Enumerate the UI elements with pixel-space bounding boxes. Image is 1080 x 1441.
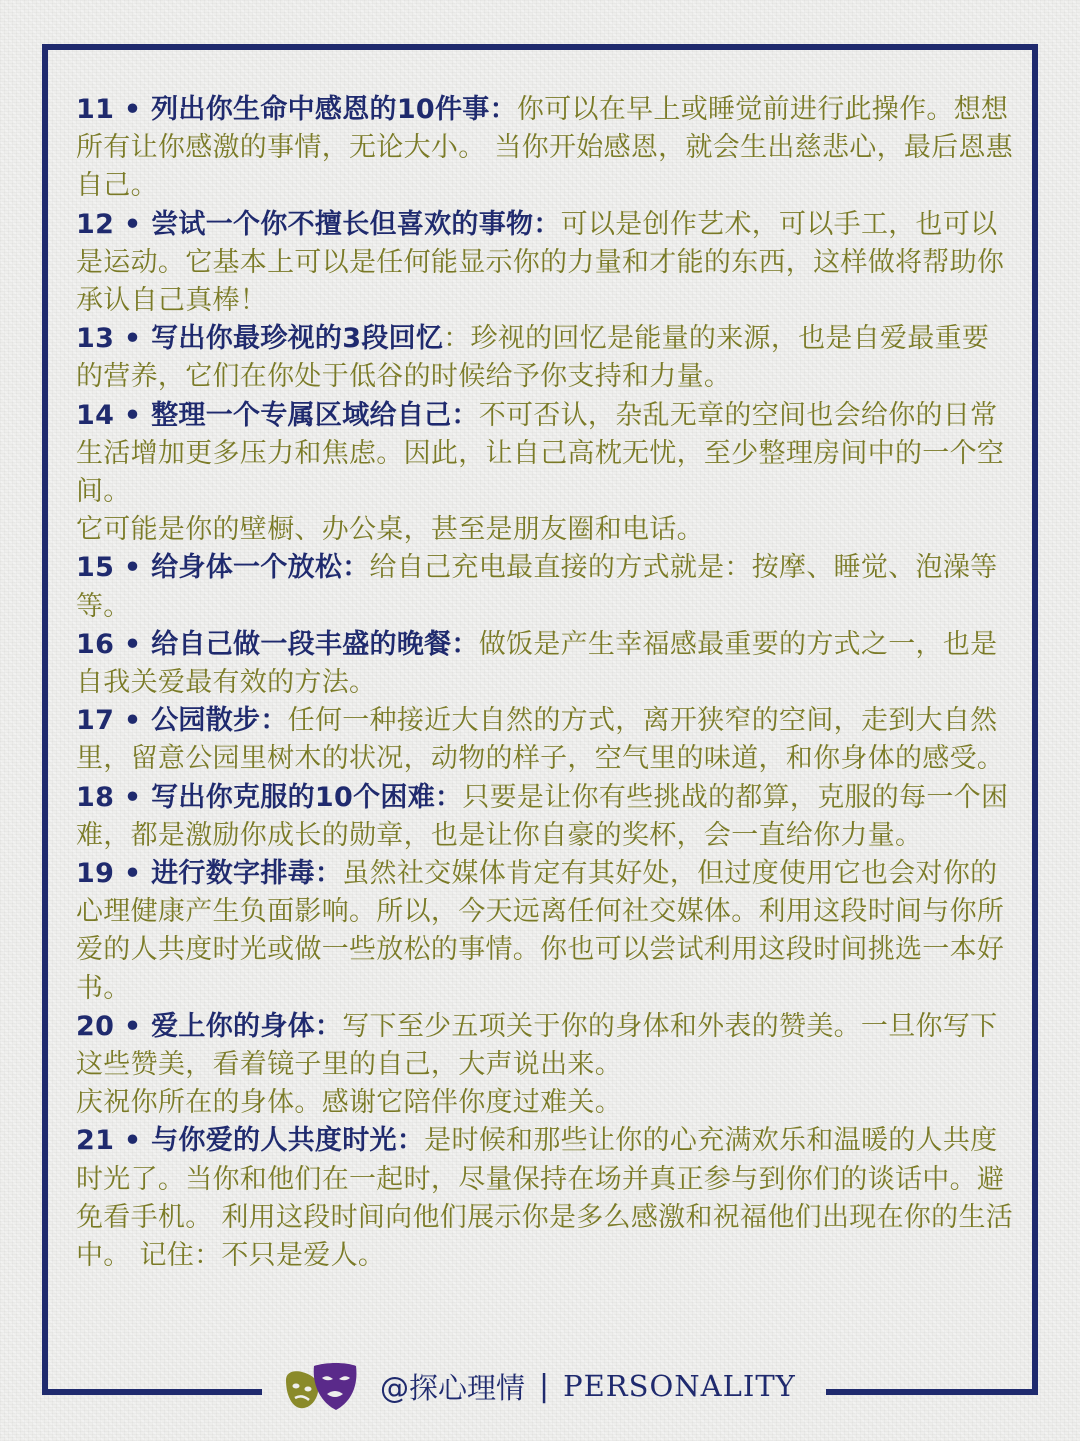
list-item [76, 206, 1016, 321]
frame-left-border [42, 44, 48, 1395]
list-item [76, 779, 1016, 855]
item-heading: 20 • 爱上你的身体： [76, 1010, 343, 1042]
item-heading: 13 • 写出你最珍视的3段回忆 [76, 323, 444, 355]
footer-signature [280, 1358, 820, 1414]
item-body: 是时候和那些让你的心充满欢乐和温暖的人共度时光了。当你和他们在一起时，尽量保持在场并真正参与到你们的谈话中。避免看手机。 利用这段时间向他们展示你是多么感激和祝福他们出现在你的生活中。 记住：不只是爱人。 [76, 1125, 1014, 1272]
list-item [76, 626, 1016, 702]
item-heading: 14 • 整理一个专属区域给自己： [76, 399, 479, 431]
item-heading: 12 • 尝试一个你不擅长但喜欢的事物： [76, 208, 561, 240]
list-item [76, 320, 1016, 396]
list-item [76, 855, 1016, 1008]
item-body: 你可以在早上或睡觉前进行此操作。想想所有让你感激的事情，无论大小。 当你开始感恩，就会生出慈悲心，最后恩惠自己。 [76, 94, 1014, 202]
footer-separator: | [539, 1368, 550, 1404]
item-body: 任何一种接近大自然的方式，离开狭窄的空间，走到大自然里，留意公园里树木的状况，动物的样子，空气里的味道，和你身体的感受。 [76, 705, 1005, 775]
list-item [76, 702, 1016, 778]
item-heading: 17 • 公园散步： [76, 705, 288, 737]
tips-list [76, 91, 1016, 1275]
author-handle: @探心理情 [380, 1370, 526, 1405]
item-heading: 11 • 列出你生命中感恩的10件事： [76, 94, 517, 125]
item-body: 写下至少五项关于你的身体和外表的赞美。一旦你写下这些赞美，看着镜子里的自己，大声说出来。 [76, 1010, 998, 1081]
list-item [76, 91, 1016, 206]
item-body: 不可否认，杂乱无章的空间也会给你的日常生活增加更多压力和焦虑。因此，让自己高枕无忧，至少整理房间中的一个空间。 [76, 399, 1005, 508]
list-item [76, 1008, 1016, 1123]
brand-name: PERSONALITY [563, 1369, 796, 1403]
frame-top-border [42, 44, 1038, 50]
list-item [76, 549, 1016, 625]
item-heading: 18 • 写出你克服的10个困难： [76, 781, 463, 813]
item-heading: 21 • 与你爱的人共度时光： [76, 1125, 425, 1157]
item-heading: 16 • 给自己做一段丰盛的晚餐： [76, 628, 479, 660]
frame-bottom-right-border [826, 1389, 1038, 1395]
theater-masks-icon [280, 1358, 376, 1414]
item-body: 可以是创作艺术，可以手工，也可以是运动。它基本上可以是任何能显示你的力量和才能的东西，这样做将帮助你承认自己真棒！ [76, 208, 1005, 317]
frame-bottom-left-border [42, 1389, 262, 1395]
frame-right-border [1032, 44, 1038, 1395]
item-heading: 15 • 给身体一个放松： [76, 552, 370, 584]
item-extra-line: 庆祝你所在的身体。感谢它陪伴你度过难关。 [76, 1087, 622, 1119]
item-body: 虽然社交媒体肯定有其好处，但过度使用它也会对你的心理健康产生负面影响。所以，今天远离任何社交媒体。利用这段时间与你所爱的人共度时光或做一些放松的事情。你也可以尝试利用这段时间挑选一本好书。 [76, 858, 1005, 1004]
item-body: 只要是让你有些挑战的都算，克服的每一个困难，都是激励你成长的勋章，也是让你自豪的奖杯，会一直给你力量。 [76, 781, 1009, 851]
item-body: 做饭是产生幸福感最重要的方式之一，也是自我关爱最有效的方法。 [76, 628, 998, 699]
item-body: ：珍视的回忆是能量的来源，也是自爱最重要的营养，它们在你处于低谷的时候给予你支持和力量。 [76, 323, 990, 393]
item-heading: 19 • 进行数字排毒： [76, 858, 343, 890]
item-extra-line: 它可能是你的壁橱、办公桌，甚至是朋友圈和电话。 [76, 514, 704, 546]
list-item [76, 397, 1016, 550]
item-body: 给自己充电最直接的方式就是：按摩、睡觉、泡澡等等。 [76, 552, 998, 622]
list-item [76, 1122, 1016, 1275]
